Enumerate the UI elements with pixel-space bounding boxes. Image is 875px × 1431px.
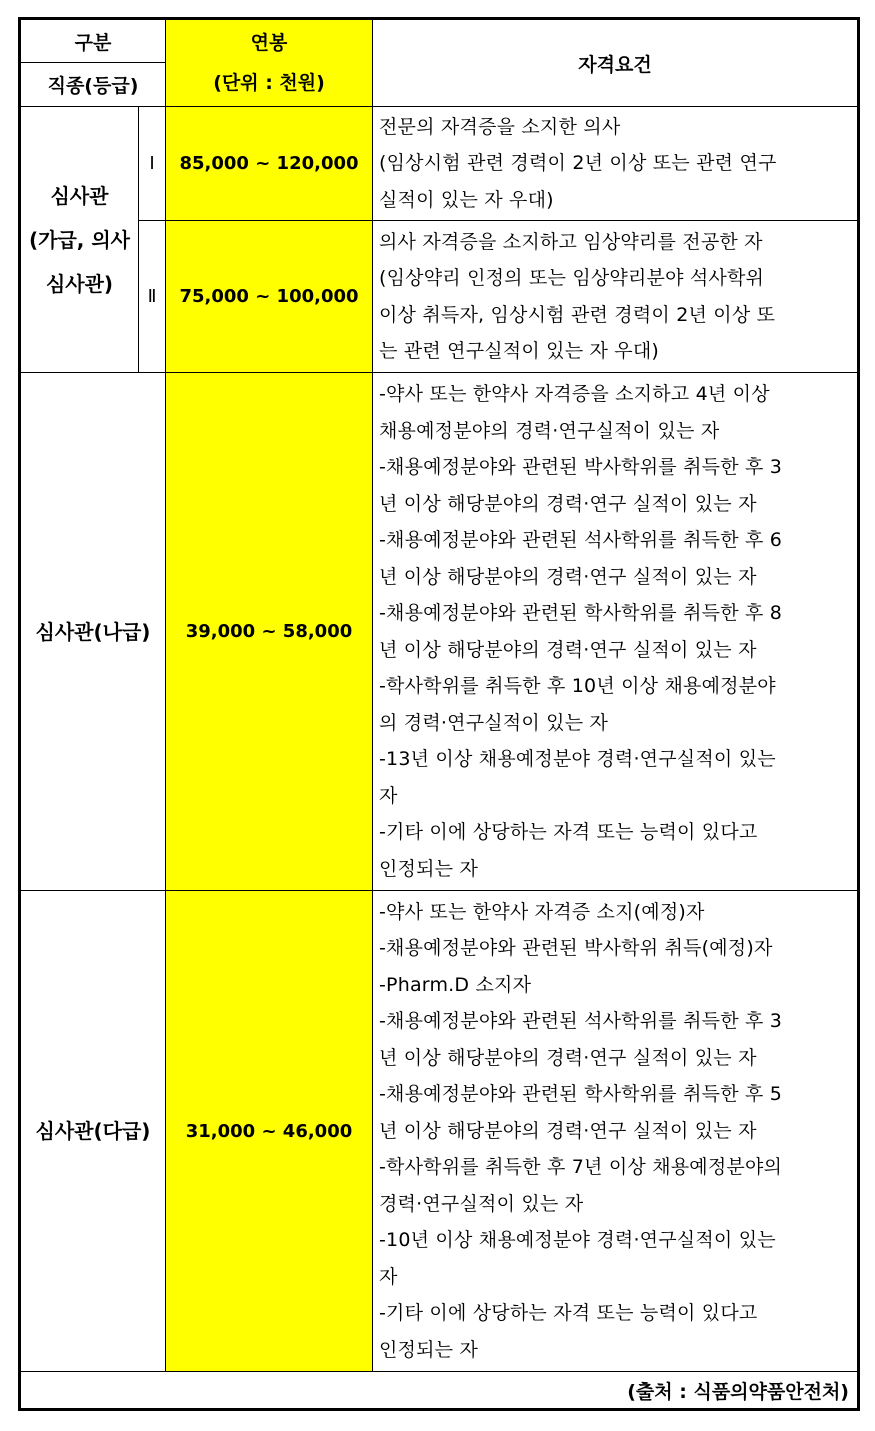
requirement-line: -채용예정분야와 관련된 학사학위를 취득한 후 5 bbox=[379, 1083, 783, 1106]
requirement-line: 이상 취득자, 임상시험 관련 경력이 2년 이상 또 bbox=[379, 303, 776, 326]
requirement-line: -채용예정분야와 관련된 석사학위를 취득한 후 3 bbox=[379, 1010, 783, 1033]
header-salary bbox=[166, 19, 373, 107]
category-da: 심사관(다급) bbox=[20, 891, 166, 1372]
salary-table bbox=[18, 17, 860, 1411]
requirement-line: (임상시험 관련 경력이 2년 이상 또는 관련 연구 bbox=[379, 152, 777, 175]
requirement-line: -10년 이상 채용예정분야 경력·연구실적이 있는 bbox=[379, 1229, 776, 1252]
requirement-line: 자 bbox=[379, 1265, 398, 1288]
requirement-line: 년 이상 해당분야의 경력·연구 실적이 있는 자 bbox=[379, 1119, 757, 1142]
requirements-cell bbox=[373, 891, 859, 1372]
requirement-line: 전문의 자격증을 소지한 의사 bbox=[379, 115, 621, 138]
requirement-line: 년 이상 해당분야의 경력·연구 실적이 있는 자 bbox=[379, 1046, 757, 1069]
header-requirements: 자격요건 bbox=[373, 19, 859, 107]
requirements-cell bbox=[373, 221, 859, 373]
requirement-line: 는 관련 연구실적이 있는 자 우대) bbox=[379, 340, 660, 362]
category-ga-line: 심사관 bbox=[50, 183, 109, 208]
category-ga-line: 심사관) bbox=[45, 271, 114, 296]
requirement-line: -채용예정분야와 관련된 학사학위를 취득한 후 8 bbox=[379, 602, 783, 624]
requirement-line: -채용예정분야와 관련된 석사학위를 취득한 후 6 bbox=[379, 529, 783, 551]
grade-2: Ⅱ bbox=[139, 221, 166, 373]
salary-value: 85,000 ~ 120,000 bbox=[166, 107, 373, 221]
requirement-line: -학사학위를 취득한 후 7년 이상 채용예정분야의 bbox=[379, 1156, 783, 1179]
requirement-line: 년 이상 해당분야의 경력·연구 실적이 있는 자 bbox=[379, 638, 757, 661]
header-category: 구분 bbox=[20, 19, 166, 63]
requirement-line: -13년 이상 채용예정분야 경력·연구실적이 있는 bbox=[379, 748, 776, 770]
requirement-line: 경력·연구실적이 있는 자 bbox=[379, 1192, 584, 1215]
category-ga-line: (가급, 의사 bbox=[29, 227, 130, 252]
requirement-line: 인정되는 자 bbox=[379, 857, 479, 880]
grade-1: Ⅰ bbox=[139, 107, 166, 221]
requirement-line: (임상약리 인정의 또는 임상약리분야 석사학위 bbox=[379, 267, 765, 289]
requirement-line: 자 bbox=[379, 784, 398, 807]
header-salary-label: 연봉 bbox=[250, 32, 288, 54]
requirement-line: -채용예정분야와 관련된 박사학위를 취득한 후 3 bbox=[379, 456, 783, 478]
salary-value: 39,000 ~ 58,000 bbox=[166, 373, 373, 891]
requirements-cell bbox=[373, 373, 859, 891]
requirement-line: -약사 또는 한약사 자격증을 소지하고 4년 이상 bbox=[379, 383, 770, 405]
header-salary-unit: (단위 : 천원) bbox=[213, 72, 325, 94]
requirement-line: 의사 자격증을 소지하고 임상약리를 전공한 자 bbox=[379, 230, 763, 253]
header-job: 직종(등급) bbox=[20, 63, 166, 107]
requirement-line: -채용예정분야와 관련된 박사학위 취득(예정)자 bbox=[379, 937, 773, 960]
category-na: 심사관(나급) bbox=[20, 373, 166, 891]
requirement-line: -기타 이에 상당하는 자격 또는 능력이 있다고 bbox=[379, 821, 758, 843]
requirement-line: 채용예정분야의 경력·연구실적이 있는 자 bbox=[379, 419, 720, 442]
source-footer: (출처 : 식품의약품안전처) bbox=[20, 1372, 859, 1410]
requirement-line: 실적이 있는 자 우대) bbox=[379, 188, 554, 211]
requirements-cell bbox=[373, 107, 859, 221]
salary-value: 75,000 ~ 100,000 bbox=[166, 221, 373, 373]
requirement-line: 인정되는 자 bbox=[379, 1338, 479, 1361]
requirement-line: 년 이상 해당분야의 경력·연구 실적이 있는 자 bbox=[379, 492, 757, 515]
salary-value: 31,000 ~ 46,000 bbox=[166, 891, 373, 1372]
requirement-line: -Pharm.D 소지자 bbox=[379, 973, 532, 996]
requirement-line: -학사학위를 취득한 후 10년 이상 채용예정분야 bbox=[379, 675, 776, 697]
category-ga bbox=[20, 107, 139, 373]
requirement-line: -약사 또는 한약사 자격증 소지(예정)자 bbox=[379, 900, 705, 923]
requirement-line: -기타 이에 상당하는 자격 또는 능력이 있다고 bbox=[379, 1302, 758, 1325]
requirement-line: 의 경력·연구실적이 있는 자 bbox=[379, 711, 609, 734]
requirement-line: 년 이상 해당분야의 경력·연구 실적이 있는 자 bbox=[379, 565, 757, 588]
